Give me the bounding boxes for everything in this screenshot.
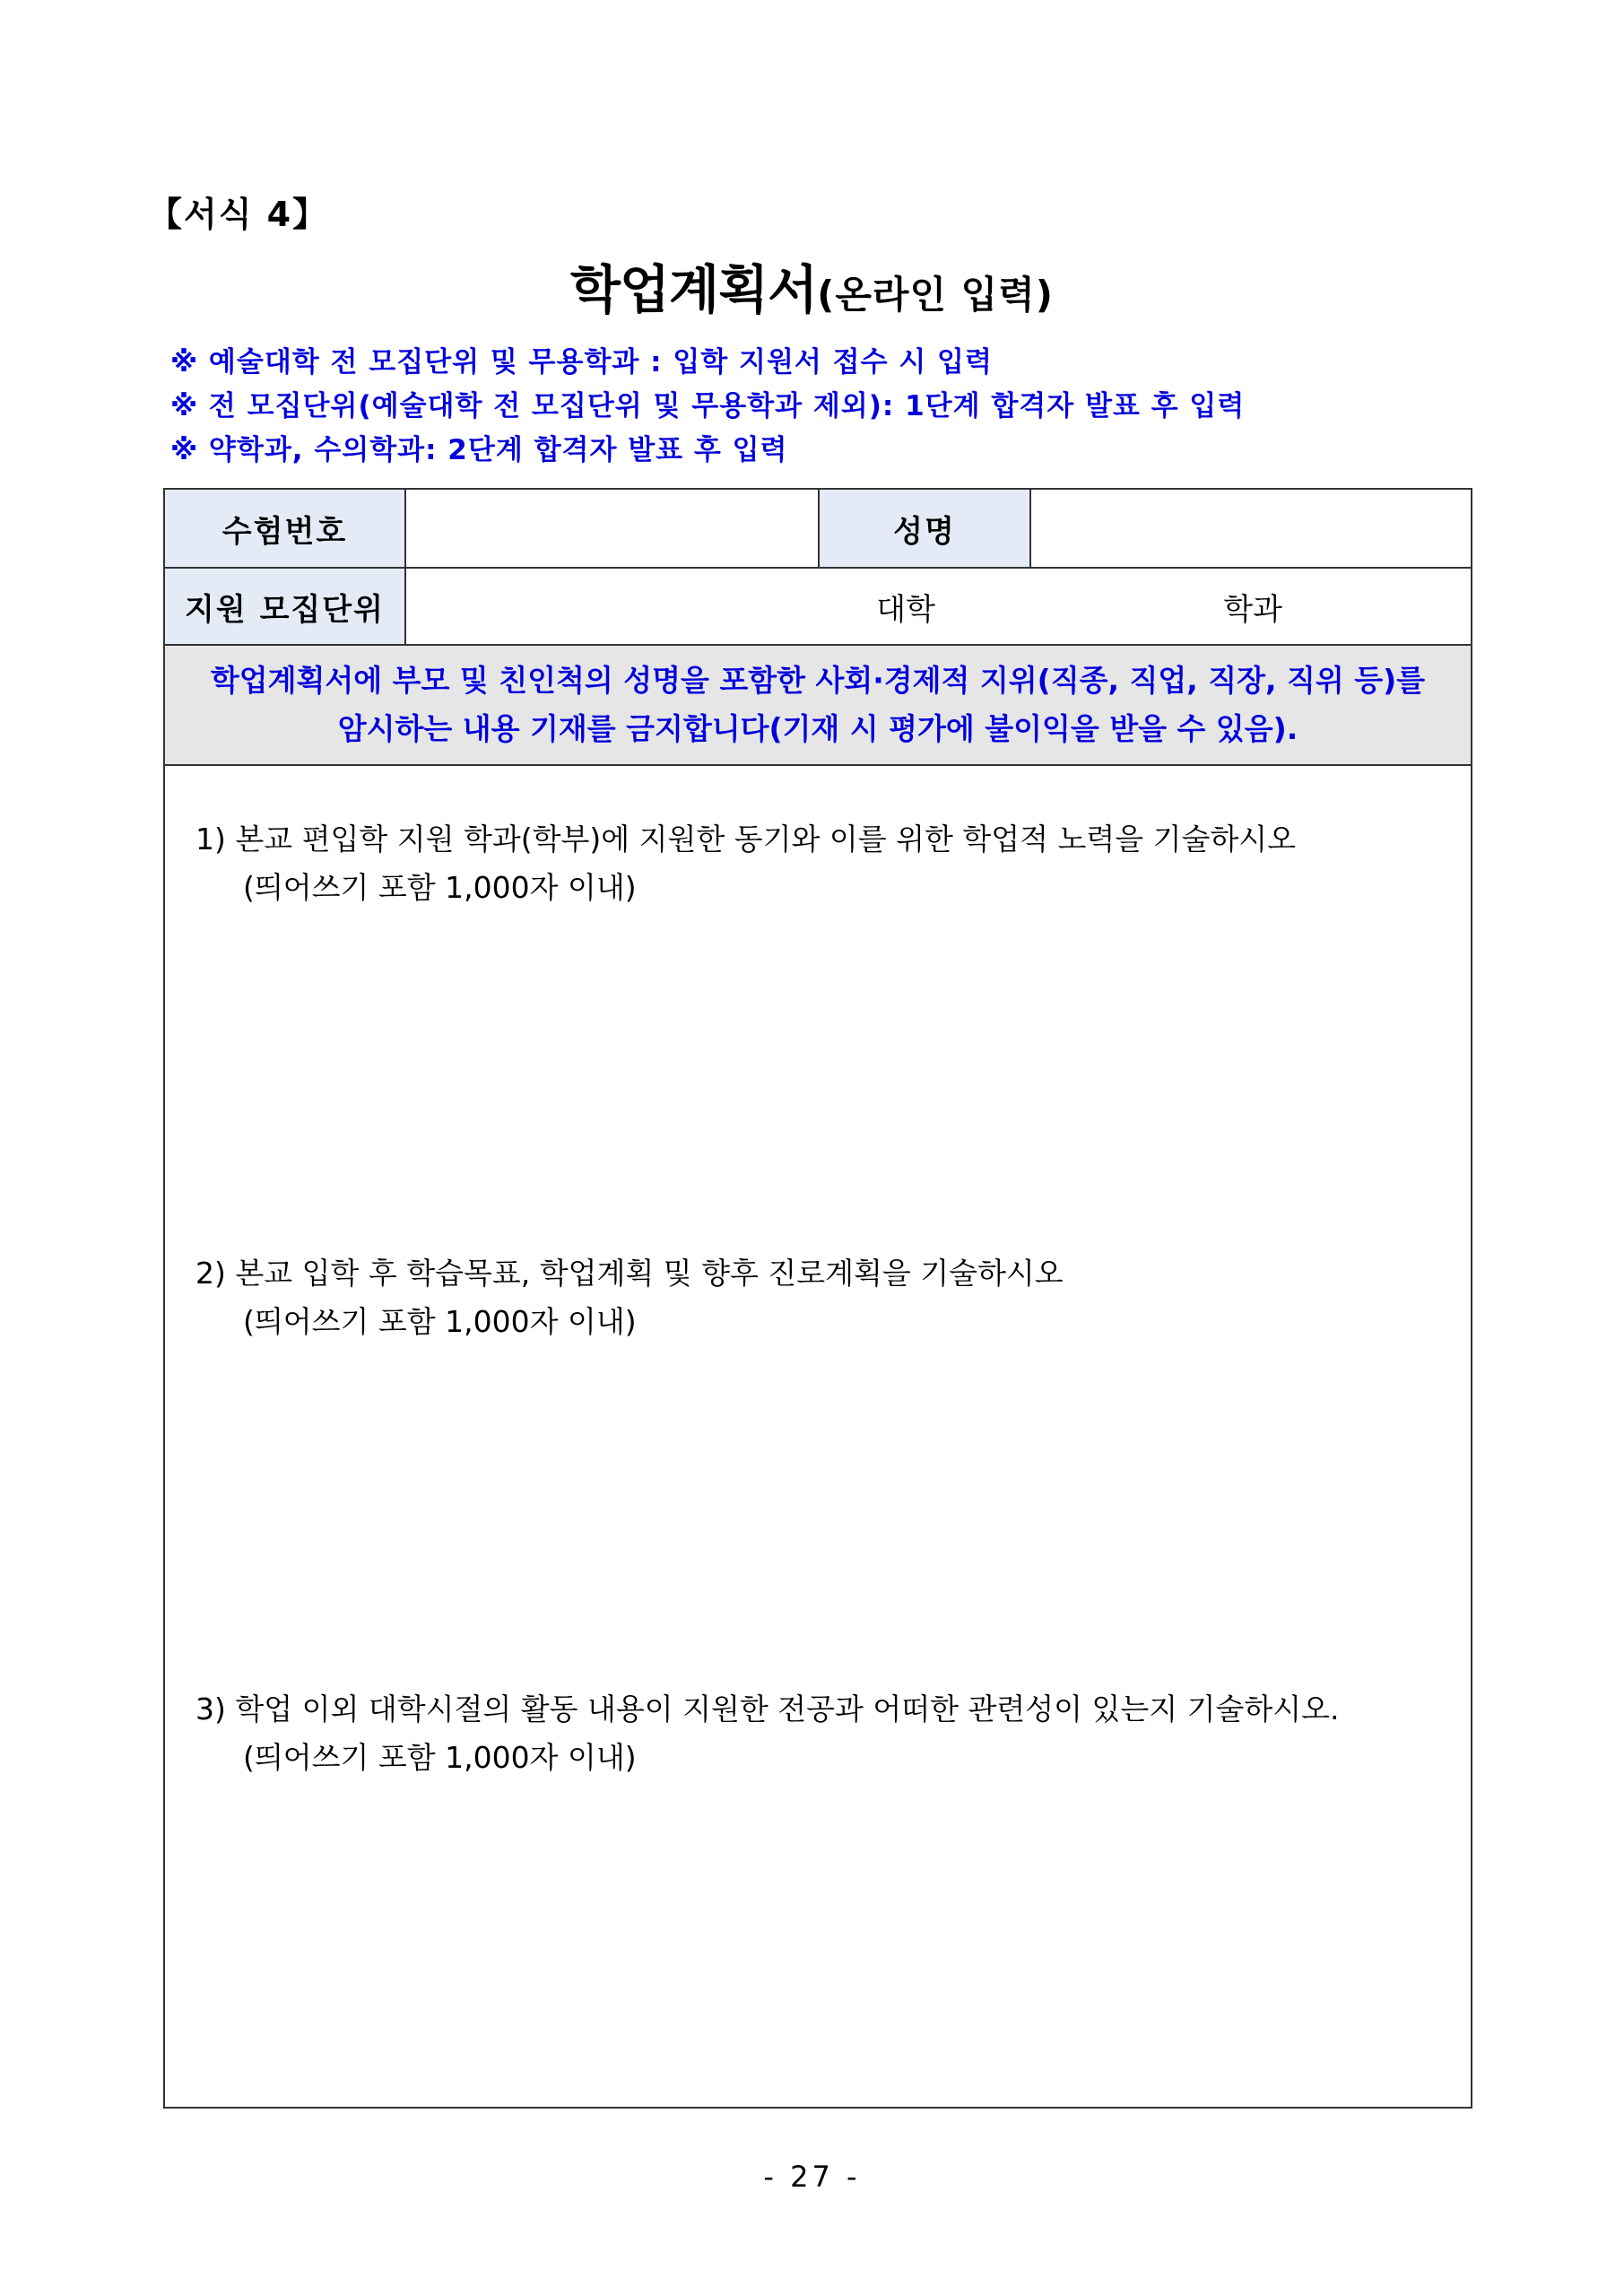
question-note: (띄어쓰기 포함 1,000자 이내) — [243, 870, 637, 905]
form-number-label: 【서식 4】 — [148, 195, 329, 234]
name-label: 성명 — [820, 490, 1031, 567]
title-main: 학업계획서 — [569, 259, 818, 320]
document-title — [0, 248, 1624, 323]
recruitment-unit-label: 지원 모집단위 — [165, 569, 406, 644]
exam-number-field[interactable] — [406, 490, 820, 567]
notice-item: ※ 약학과, 수의학과: 2단계 합격자 발표 후 입력 — [170, 434, 788, 466]
question-text: 3) 학업 이외 대학시절의 활동 내용이 지원한 전공과 어떠한 관련성이 있는지 기술하시오. — [195, 1692, 1340, 1726]
question-note: (띄어쓰기 포함 1,000자 이내) — [243, 1304, 637, 1339]
page-number: - 27 - — [763, 2160, 861, 2194]
department-suffix: 학과 — [1223, 591, 1282, 628]
recruitment-unit-row — [165, 569, 1471, 646]
question-3[interactable] — [195, 1685, 1339, 1782]
college-field[interactable] — [406, 569, 971, 644]
question-text: 2) 본교 입학 후 학습목표, 학업계획 및 향후 진로계획을 기술하시오 — [195, 1256, 1064, 1291]
exam-number-label: 수험번호 — [165, 490, 406, 567]
notice-list — [170, 341, 1245, 473]
question-text: 1) 본교 편입학 지원 학과(학부)에 지원한 동기와 이를 위한 학업적 노력을 기술하시오 — [195, 822, 1296, 857]
notice-item: ※ 전 모집단위(예술대학 전 모집단위 및 무용학과 제외): 1단계 합격자 발표 후 입력 — [170, 390, 1246, 422]
notice-item: ※ 예술대학 전 모집단위 및 무용학과 : 입학 지원서 접수 시 입력 — [170, 346, 993, 378]
warning-row — [165, 646, 1471, 766]
warning-line: 암시하는 내용 기재를 금지합니다(기재 시 평가에 불이익을 받을 수 있음). — [337, 711, 1298, 746]
warning-line: 학업계획서에 부모 및 친인척의 성명을 포함한 사회·경제적 지위(직종, 직업, 직장, 직위 등)를 — [210, 663, 1426, 698]
college-suffix: 대학 — [876, 591, 935, 628]
question-2[interactable] — [195, 1249, 1064, 1346]
question-note: (띄어쓰기 포함 1,000자 이내) — [243, 1740, 637, 1775]
identity-row — [165, 490, 1471, 569]
warning-text — [165, 646, 1471, 764]
department-field[interactable] — [971, 569, 1471, 644]
title-sub: (온라인 입력) — [817, 273, 1054, 317]
question-1[interactable] — [195, 815, 1296, 912]
application-form-table — [163, 488, 1472, 2109]
name-field[interactable] — [1031, 490, 1471, 567]
